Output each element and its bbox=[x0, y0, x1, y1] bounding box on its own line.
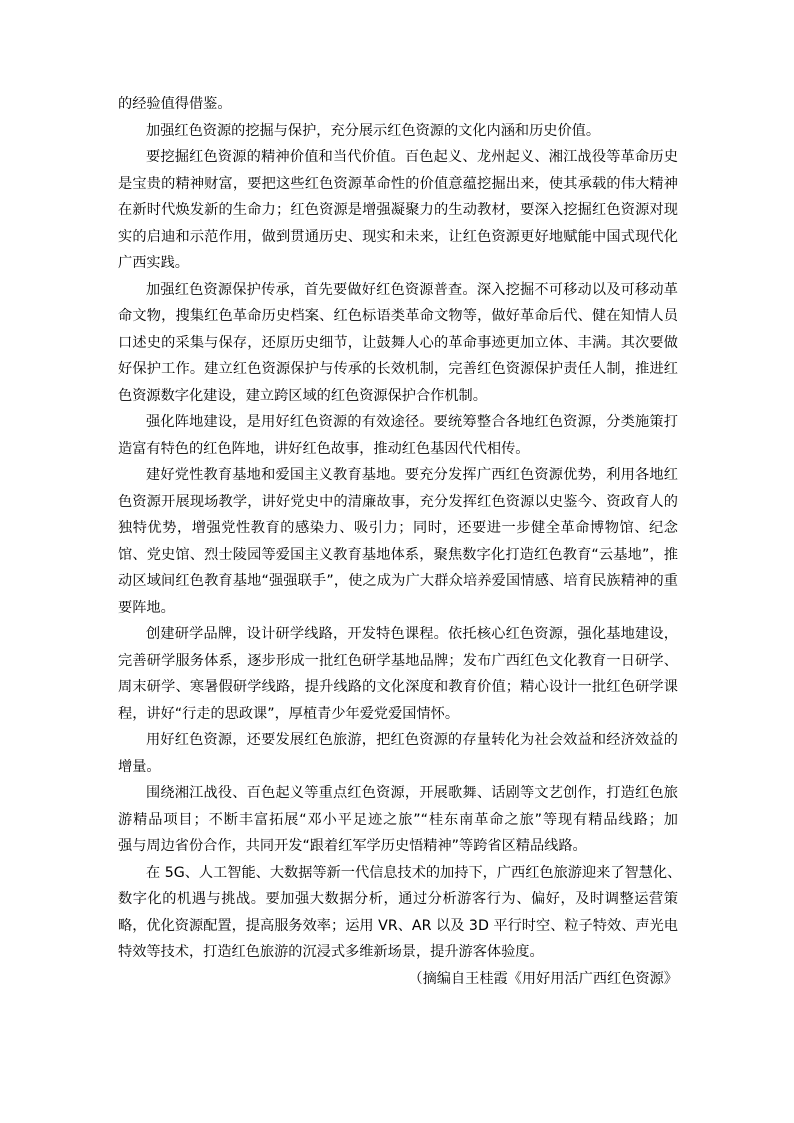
text-line: 建好党性教育基地和爱国主义教育基地。要充分发挥广西红色资源优势，利用各地红 bbox=[146, 467, 678, 483]
text-line: 独特优势，增强党性教育的感染力、吸引力；同时，还要进一步健全革命博物馆、纪念 bbox=[118, 520, 678, 536]
text-line: 数字化的机遇与挑战。要加强大数据分析，通过分析游客行为、偏好，及时调整运营策 bbox=[118, 891, 678, 907]
text-line: 色资源数字化建设，建立跨区域的红色资源保护合作机制。 bbox=[118, 387, 487, 404]
text-line: 要挖掘红色资源的精神价值和当代价值。百色起义、龙州起义、湘江战役等革命历史 bbox=[146, 149, 678, 165]
text-line: 要阵地。 bbox=[118, 599, 175, 616]
text-line: 的经验值得借鉴。 bbox=[118, 96, 232, 112]
text-line: 造富有特色的红色阵地，讲好红色故事，推动红色基因代代相传。 bbox=[118, 440, 530, 457]
text-line: 馆、党史馆、烈士陵园等爱国主义教育基地体系，聚焦数字化打造红色教育“云基地”，推 bbox=[118, 546, 678, 563]
text-line: 好保护工作。建立红色资源保护与传承的长效机制，完善红色资源保护责任人制，推进红 bbox=[118, 361, 678, 377]
text-line: 色资源开展现场教学，讲好党史中的清廉故事，充分发挥红色资源以史鉴今、资政育人的 bbox=[118, 493, 678, 510]
text-line: 周末研学、寒暑假研学线路，提升线路的文化深度和教育价值；精心设计一批红色研学课 bbox=[118, 679, 678, 695]
text-line: 用好红色资源，还要发展红色旅游，把红色资源的存量转化为社会效益和经济效益的 bbox=[146, 732, 678, 748]
text-line: 完善研学服务体系，逐步形成一批红色研学基地品牌；发布广西红色文化教育一日研学、 bbox=[118, 652, 678, 669]
text-line: 特效等技术，打造红色旅游的沉浸式多维新场景，提升游客体验度。 bbox=[118, 944, 544, 960]
text-line: 强化阵地建设，是用好红色资源的有效途径。要统筹整合各地红色资源，分类施策打 bbox=[146, 414, 678, 430]
text-line: 在 5G、人工智能、大数据等新一代信息技术的加持下，广西红色旅游迎来了智慧化、 bbox=[146, 864, 682, 881]
text-line: 强与周边省份合作，共同开发“跟着红军学历史悟精神”等跨省区精品线路。 bbox=[118, 838, 587, 854]
text-line: 实的启迪和示范作用，做到贯通历史、现实和未来，让红色资源更好地赋能中国式现代化 bbox=[118, 228, 678, 245]
text-line: 游精品项目；不断丰富拓展“邓小平足迹之旅”“桂东南革命之旅”等现有精品线路；加 bbox=[118, 811, 678, 828]
text-line: 命文物，搜集红色革命历史档案、红色标语类革命文物等，做好革命后代、健在知情人员 bbox=[118, 308, 678, 324]
text-line: 加强红色资源保护传承，首先要做好红色资源普查。深入挖掘不可移动以及可移动革 bbox=[146, 281, 678, 298]
document-body bbox=[118, 91, 682, 992]
text-line: 加强红色资源的挖掘与保护，充分展示红色资源的文化内涵和历史价值。 bbox=[146, 122, 601, 139]
text-line: 口述史的采集与保存，还原历史细节，让鼓舞人心的革命事迹更加立体、丰满。其次要做 bbox=[118, 334, 678, 351]
text-line: 增量。 bbox=[118, 758, 161, 775]
text-line: 创建研学品牌，设计研学线路，开发特色课程。依托核心红色资源，强化基地建设， bbox=[146, 626, 678, 642]
text-line: 围绕湘江战役、百色起义等重点红色资源，开展歌舞、话剧等文艺创作，打造红色旅 bbox=[146, 785, 678, 801]
text-line: 在新时代焕发新的生命力；红色资源是增强凝聚力的生动教材，要深入挖掘红色资源对现 bbox=[118, 202, 678, 218]
text-line: 是宝贵的精神财富，要把这些红色资源革命性的价值意蕴挖掘出来，使其承载的伟大精神 bbox=[118, 175, 678, 192]
text-line: 略，优化资源配置，提高服务效率；运用 VR、AR 以及 3D 平行时空、粒子特效、声光电 bbox=[118, 917, 678, 934]
text-line: 动区域间红色教育基地“强强联手”，使之成为广大群众培养爱国情感、培育民族精神的重 bbox=[118, 573, 678, 589]
source-citation: （摘编自王桂霞《用好用活广西红色资源》 bbox=[408, 970, 678, 987]
text-line: 广西实践。 bbox=[118, 255, 189, 271]
text-line: 程，讲好“行走的思政课”，厚植青少年爱党爱国情怀。 bbox=[118, 705, 460, 722]
